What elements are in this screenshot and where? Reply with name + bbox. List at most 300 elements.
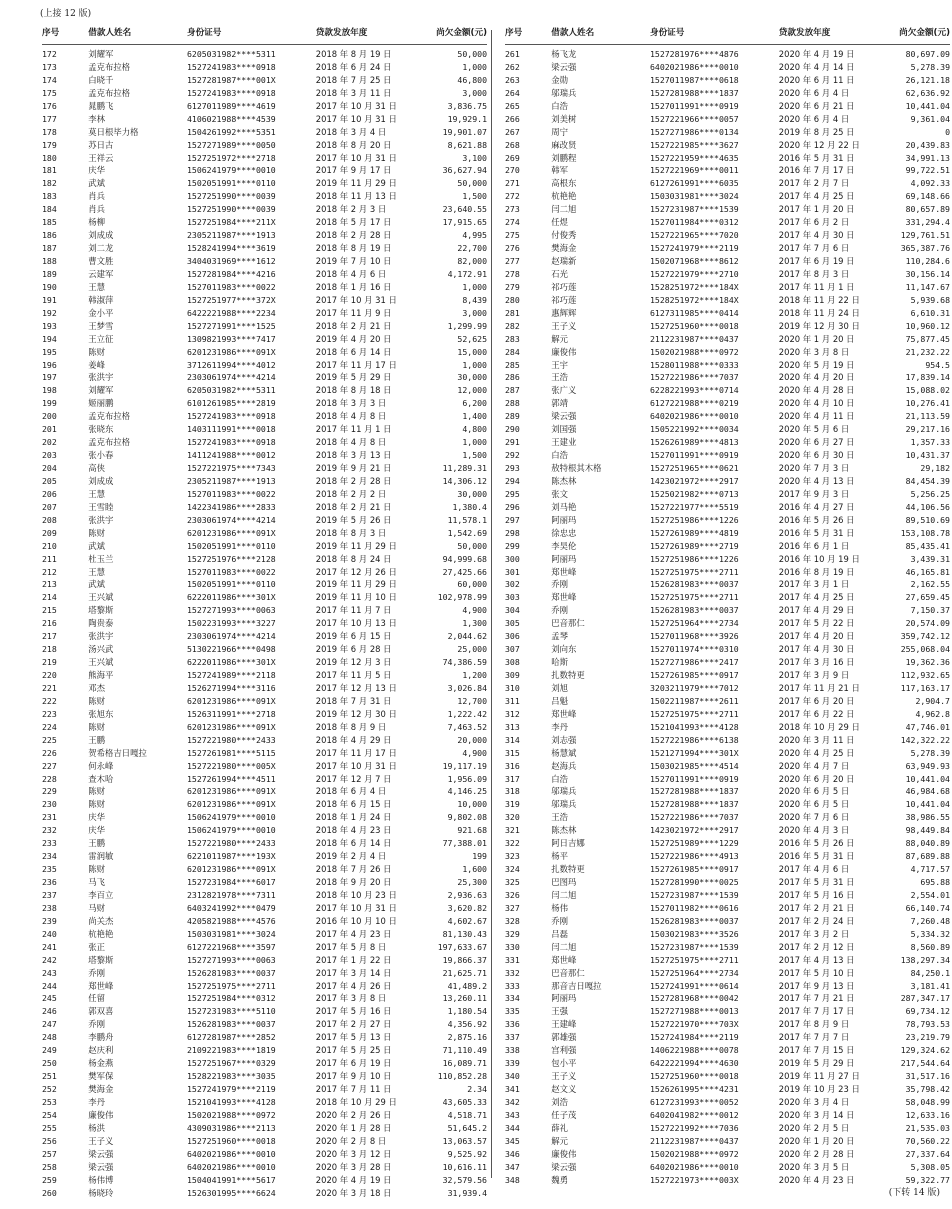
cell-borrower-name: 苏日古 [88, 139, 114, 150]
cell-loan-date: 2019 年 6 月 28 日 [315, 644, 392, 655]
cell-id-number: 1527281976****4876 [649, 49, 739, 59]
cell-amount: 7,150.37 [910, 605, 950, 616]
cell-loan-date: 2019 年 6 月 15 日 [315, 631, 392, 642]
cell-seq: 172 [42, 49, 57, 59]
cell-amount: 695.88 [920, 877, 950, 887]
cell-seq: 194 [42, 333, 57, 344]
cell-amount: 359,742.12 [900, 631, 950, 642]
cell-borrower-name: 陈财 [88, 864, 106, 875]
cell-seq: 291 [505, 437, 520, 448]
cell-seq: 286 [505, 372, 520, 383]
table-row [42, 359, 487, 372]
cell-seq: 277 [505, 256, 520, 266]
cell-borrower-name: 王兴斌 [88, 592, 114, 603]
table-row [505, 578, 950, 591]
cell-seq: 335 [505, 1006, 520, 1017]
cell-borrower-name: 邬瑞兵 [551, 87, 577, 98]
cell-seq: 261 [505, 49, 520, 59]
table-row [505, 604, 950, 617]
cell-loan-date: 2016 年 7 月 17 日 [778, 165, 855, 176]
cell-seq: 197 [42, 372, 57, 383]
cell-id-number: 1527251967****0329 [186, 1058, 276, 1069]
cell-id-number: 4106021988****4539 [186, 113, 276, 124]
cell-seq: 271 [505, 178, 520, 189]
cell-seq: 237 [42, 889, 57, 900]
cell-id-number: 6222011986****301X [186, 657, 276, 668]
cell-borrower-name: 刘鹏程 [551, 152, 577, 163]
table-row [505, 540, 950, 553]
table-row [505, 1005, 950, 1018]
table-row [42, 177, 487, 190]
table-row [505, 164, 950, 177]
cell-id-number: 1503021985****4514 [649, 760, 739, 771]
cell-amount: 21,113.59 [905, 411, 950, 422]
cell-amount: 1,300 [462, 618, 487, 629]
cell-seq: 190 [42, 281, 57, 292]
cell-borrower-name: 杨伟 [551, 902, 569, 913]
cell-amount: 70,560.22 [905, 1135, 950, 1146]
cell-loan-date: 2018 年 7 月 31 日 [315, 695, 392, 706]
cell-seq: 260 [42, 1187, 57, 1198]
table-row [42, 255, 487, 268]
cell-borrower-name: 庆华 [88, 812, 106, 823]
cell-id-number: 1526281983****0037 [649, 579, 739, 590]
cell-borrower-name: 任煜 [551, 217, 569, 228]
cell-id-number: 6222011986****301X [186, 592, 276, 603]
cell-loan-date: 2016 年 10 月 19 日 [778, 553, 860, 564]
cell-id-number: 1527231987****1539 [649, 941, 739, 952]
cell-loan-date: 2019 年 8 月 25 日 [778, 126, 855, 137]
cell-loan-date: 2017 年 12 月 13 日 [315, 682, 397, 693]
cell-seq: 348 [505, 1174, 520, 1185]
cell-loan-date: 2017 年 1 月 22 日 [315, 954, 392, 965]
table-row [505, 889, 950, 902]
table-row [42, 126, 487, 139]
cell-amount: 30,000 [457, 488, 487, 499]
cell-seq: 206 [42, 488, 57, 499]
cell-loan-date: 2017 年 10 月 31 日 [315, 760, 397, 771]
cell-seq: 242 [42, 954, 57, 965]
table-row [42, 643, 487, 656]
cell-id-number: 1526261995****4231 [649, 1084, 739, 1094]
cell-borrower-name: 白浩 [551, 100, 569, 111]
cell-id-number: 1527251975****2711 [186, 980, 276, 991]
cell-loan-date: 2017 年 10 月 31 日 [315, 294, 397, 305]
table-row [505, 682, 950, 695]
cell-borrower-name: 郑世峰 [551, 708, 577, 719]
table-row [505, 177, 950, 190]
table-row [505, 1057, 950, 1070]
table-row [42, 617, 487, 630]
cell-amount: 11,578.1 [447, 514, 487, 525]
cell-borrower-name: 郭雄强 [551, 1032, 577, 1043]
cell-id-number: 1521271994****301X [649, 747, 739, 758]
cell-id-number: 1527011983****0022 [186, 281, 276, 292]
cell-id-number: 1527251975****2711 [649, 954, 739, 965]
cell-borrower-name: 王子义 [551, 1071, 577, 1082]
cell-id-number: 6127011989****4619 [186, 100, 276, 111]
cell-seq: 327 [505, 902, 520, 913]
cell-amount: 29,217.16 [905, 424, 950, 435]
cell-id-number: 1527011991****0919 [649, 100, 739, 111]
cell-id-number: 1527271989****0050 [186, 139, 276, 150]
table-row [505, 113, 950, 126]
cell-id-number: 6127311985****0414 [649, 307, 739, 318]
cell-loan-date: 2020 年 4 月 14 日 [778, 61, 855, 72]
table-row [42, 462, 487, 475]
cell-borrower-name: 梁云强 [551, 61, 577, 72]
cell-seq: 332 [505, 967, 520, 978]
table-row [42, 1005, 487, 1018]
cell-id-number: 6201231986****091X [186, 799, 276, 810]
cell-id-number: 1527251975****2711 [649, 708, 739, 719]
table-row [42, 915, 487, 928]
table-row [42, 397, 487, 410]
cell-borrower-name: 邓杰 [88, 682, 106, 693]
cell-id-number: 1527281987****001X [186, 74, 276, 85]
table-row [505, 449, 950, 462]
cell-seq: 340 [505, 1071, 520, 1082]
cell-borrower-name: 张洪宇 [88, 372, 114, 383]
cell-borrower-name: 张旭东 [88, 708, 114, 719]
cell-amount: 17,915.65 [442, 217, 487, 228]
cell-borrower-name: 张晓东 [88, 424, 114, 435]
cell-seq: 309 [505, 670, 520, 680]
cell-id-number: 1527231983****5110 [186, 1006, 276, 1017]
cell-seq: 311 [505, 695, 520, 706]
cell-seq: 265 [505, 100, 520, 111]
table-row [505, 501, 950, 514]
table-row [505, 462, 950, 475]
cell-borrower-name: 肖兵 [88, 191, 106, 202]
cell-id-number: 1504261992****5351 [186, 126, 276, 137]
cell-id-number: 1527251984****211X [186, 217, 276, 228]
cell-seq: 322 [505, 838, 520, 849]
cell-id-number: 6402021986****0010 [186, 1161, 276, 1172]
cell-id-number: 1527221986****7037 [649, 372, 739, 383]
cell-amount: 331,294.4 [905, 217, 950, 228]
cell-seq: 341 [505, 1084, 520, 1094]
cell-borrower-name: 刘志强 [551, 734, 577, 745]
table-row [505, 74, 950, 87]
cell-borrower-name: 乔刚 [551, 915, 569, 926]
cell-seq: 272 [505, 191, 520, 202]
cell-loan-date: 2017 年 10 月 31 日 [315, 100, 397, 111]
cell-borrower-name: 杜玉兰 [88, 553, 114, 564]
cell-loan-date: 2019 年 4 月 20 日 [315, 333, 392, 344]
cell-loan-date: 2020 年 4 月 10 日 [778, 398, 855, 409]
cell-seq: 270 [505, 165, 520, 176]
table-row [42, 333, 487, 346]
cell-id-number: 6101261985****2819 [186, 398, 276, 409]
cell-borrower-name: 何永峰 [88, 760, 114, 771]
cell-seq: 236 [42, 877, 57, 887]
cell-amount: 3,181.41 [910, 980, 950, 991]
table-row [42, 449, 487, 462]
cell-loan-date: 2018 年 6 月 24 日 [315, 61, 392, 72]
table-row [42, 1122, 487, 1135]
table-row [42, 941, 487, 954]
cell-amount: 27,425.66 [442, 566, 487, 577]
cell-amount: 12,000 [457, 385, 487, 396]
cell-loan-date: 2018 年 6 月 15 日 [315, 799, 392, 810]
cell-seq: 318 [505, 786, 520, 797]
cell-id-number: 1528251972****184X [649, 281, 739, 292]
cell-loan-date: 2020 年 6 月 30 日 [778, 450, 855, 461]
cell-loan-date: 2020 年 5 月 19 日 [778, 359, 855, 370]
cell-amount: 30,000 [457, 372, 487, 383]
cell-seq: 337 [505, 1032, 520, 1043]
cell-amount: 197,633.67 [437, 941, 487, 952]
table-row [505, 488, 950, 501]
cell-loan-date: 2017 年 11 月 9 日 [315, 307, 392, 318]
table-row [42, 992, 487, 1005]
cell-id-number: 1526281983****0037 [649, 915, 739, 926]
cell-borrower-name: 祁巧莲 [551, 281, 577, 292]
cell-borrower-name: 王子义 [88, 1135, 114, 1146]
table-row [42, 423, 487, 436]
cell-amount: 94,999.68 [442, 553, 487, 564]
table-row [505, 139, 950, 152]
cell-seq: 235 [42, 864, 57, 875]
cell-loan-date: 2017 年 10 月 31 日 [315, 902, 397, 913]
cell-amount: 1,500 [462, 191, 487, 202]
table-body-right [505, 45, 950, 1187]
cell-loan-date: 2017 年 7 月 7 日 [778, 1032, 850, 1043]
cell-loan-date: 2017 年 4 月 23 日 [315, 928, 392, 939]
cell-amount: 3,000 [462, 87, 487, 98]
table-row [505, 281, 950, 294]
cell-borrower-name: 那音吉日嘎拉 [551, 980, 602, 991]
cell-id-number: 1527241979****2119 [186, 1084, 276, 1094]
cell-seq: 213 [42, 579, 57, 590]
cell-id-number: 1527281988****1837 [649, 799, 739, 810]
cell-seq: 296 [505, 501, 520, 512]
cell-id-number: 1527271991****1525 [186, 320, 276, 331]
cell-amount: 62,636.92 [905, 87, 950, 98]
table-row [505, 721, 950, 734]
cell-loan-date: 2017 年 4 月 29 日 [778, 605, 855, 616]
cell-amount: 1,357.33 [910, 437, 950, 448]
cell-loan-date: 2017 年 2 月 24 日 [778, 915, 855, 926]
cell-id-number: 1527261981****5115 [186, 747, 276, 758]
cell-seq: 234 [42, 851, 57, 862]
cell-loan-date: 2017 年 4 月 25 日 [778, 592, 855, 603]
cell-id-number: 1527221986****4913 [649, 851, 739, 862]
cell-borrower-name: 高侠 [88, 463, 106, 473]
cell-loan-date: 2018 年 2 月 3 日 [315, 204, 387, 215]
cell-seq: 214 [42, 592, 57, 603]
cell-loan-date: 2017 年 7 月 15 日 [778, 1045, 855, 1056]
table-row [505, 1031, 950, 1044]
cell-borrower-name: 敖特根其木格 [551, 463, 602, 473]
cell-loan-date: 2019 年 11 月 10 日 [315, 592, 397, 603]
cell-amount: 4,717.57 [910, 864, 950, 875]
cell-borrower-name: 武斌 [88, 178, 106, 189]
cell-borrower-name: 塔黎斯 [88, 605, 114, 616]
cell-seq: 230 [42, 799, 57, 810]
cell-borrower-name: 曹文胜 [88, 256, 114, 266]
cell-id-number: 1502051991****0110 [186, 540, 276, 551]
cell-loan-date: 2017 年 9 月 17 日 [315, 165, 392, 176]
cell-borrower-name: 郑世峰 [551, 954, 577, 965]
cell-amount: 23,219.79 [905, 1032, 950, 1043]
cell-amount: 50,000 [457, 178, 487, 189]
cell-id-number: 1527281968****0042 [649, 993, 739, 1004]
table-row [42, 1044, 487, 1057]
table-row [505, 527, 950, 540]
table-row [505, 1044, 950, 1057]
table-row [505, 785, 950, 798]
cell-loan-date: 2020 年 6 月 5 日 [778, 799, 850, 810]
cell-loan-date: 2016 年 5 月 26 日 [778, 838, 855, 849]
cell-amount: 66,140.74 [905, 902, 950, 913]
cell-borrower-name: 李丹 [88, 1096, 106, 1107]
col-header-seq: 序号 [505, 26, 545, 45]
table-row [505, 268, 950, 281]
table-row [42, 954, 487, 967]
cell-loan-date: 2019 年 9 月 21 日 [315, 463, 392, 473]
cell-loan-date: 2020 年 6 月 27 日 [778, 437, 855, 448]
cell-id-number: 6205031982****5311 [186, 49, 276, 59]
cell-id-number: 1403111991****0018 [186, 424, 276, 435]
cell-borrower-name: 乔刚 [551, 579, 569, 590]
cell-loan-date: 2017 年 12 月 7 日 [315, 773, 392, 784]
cell-seq: 176 [42, 100, 57, 111]
cell-borrower-name: 白浩 [551, 450, 569, 461]
cell-loan-date: 2020 年 4 月 25 日 [778, 747, 855, 758]
cell-loan-date: 2020 年 5 月 6 日 [778, 424, 850, 435]
cell-loan-date: 2017 年 5 月 31 日 [778, 877, 855, 887]
table-row [505, 863, 950, 876]
cell-amount: 77,388.01 [442, 838, 487, 849]
cell-loan-date: 2020 年 4 月 13 日 [778, 475, 855, 486]
cell-borrower-name: 张广义 [551, 385, 577, 396]
cell-amount: 41,489.2 [447, 980, 487, 991]
cell-id-number: 1423021972****2917 [649, 475, 739, 486]
cell-seq: 303 [505, 592, 520, 603]
cell-seq: 264 [505, 87, 520, 98]
cell-seq: 253 [42, 1096, 57, 1107]
table-row [42, 501, 487, 514]
cell-loan-date: 2017 年 2 月 21 日 [778, 902, 855, 913]
table-row [42, 980, 487, 993]
table-row [505, 87, 950, 100]
cell-loan-date: 2017 年 3 月 9 日 [778, 670, 850, 680]
cell-borrower-name: 云建军 [88, 268, 114, 279]
table-row [505, 333, 950, 346]
cell-loan-date: 2020 年 4 月 28 日 [778, 385, 855, 396]
cell-borrower-name: 莫日根毕力格 [88, 126, 139, 137]
cell-id-number: 1502051991****0110 [186, 178, 276, 189]
cell-id-number: 1527251990****0039 [186, 204, 276, 215]
cell-id-number: 1526301995****6624 [186, 1187, 276, 1198]
cell-loan-date: 2018 年 3 月 11 日 [315, 87, 392, 98]
table-row [505, 669, 950, 682]
table-row [505, 229, 950, 242]
cell-borrower-name: 姜峰 [88, 359, 106, 370]
cell-loan-date: 2018 年 7 月 26 日 [315, 864, 392, 875]
cell-id-number: 1527011987****0618 [649, 74, 739, 85]
cell-borrower-name: 刘国强 [551, 424, 577, 435]
table-row [42, 203, 487, 216]
cell-id-number: 1527221970****703X [649, 1019, 739, 1030]
cell-seq: 210 [42, 540, 57, 551]
cell-loan-date: 2020 年 3 月 5 日 [778, 1161, 850, 1172]
cell-seq: 289 [505, 411, 520, 422]
col-header-seq: 序号 [42, 26, 82, 45]
cell-id-number: 1527251960****0018 [649, 320, 739, 331]
cell-loan-date: 2018 年 11 月 22 日 [778, 294, 860, 305]
table-row [505, 992, 950, 1005]
cell-loan-date: 2020 年 6 月 11 日 [778, 74, 855, 85]
cell-seq: 220 [42, 670, 57, 680]
cell-borrower-name: 孟琴 [551, 631, 569, 642]
cell-seq: 248 [42, 1032, 57, 1043]
table-row [42, 1174, 487, 1187]
cell-seq: 295 [505, 488, 520, 499]
table-row [42, 229, 487, 242]
cell-amount: 2.34 [467, 1084, 487, 1094]
cell-amount: 217,544.64 [900, 1058, 950, 1069]
cell-borrower-name: 石光 [551, 268, 569, 279]
cell-amount: 20,574.09 [905, 618, 950, 629]
table-row [42, 785, 487, 798]
cell-loan-date: 2020 年 2 月 28 日 [778, 1148, 855, 1159]
cell-loan-date: 2020 年 6 月 21 日 [778, 100, 855, 111]
cell-seq: 263 [505, 74, 520, 85]
cell-loan-date: 2020 年 6 月 4 日 [778, 87, 850, 98]
cell-loan-date: 2017 年 9 月 13 日 [778, 980, 855, 991]
table-row [505, 423, 950, 436]
cell-id-number: 1502071968****8612 [649, 256, 739, 266]
cell-id-number: 1527251977****372X [186, 294, 276, 305]
cell-loan-date: 2016 年 10 月 10 日 [315, 915, 397, 926]
table-row [505, 643, 950, 656]
cell-amount: 2,875.16 [447, 1032, 487, 1043]
cell-borrower-name: 查木哈 [88, 773, 114, 784]
cell-loan-date: 2018 年 1 月 24 日 [315, 812, 392, 823]
cell-id-number: 1527241991****0614 [649, 980, 739, 991]
cell-loan-date: 2017 年 6 月 19 日 [778, 256, 855, 266]
cell-borrower-name: 徐忠忠 [551, 527, 577, 538]
cell-loan-date: 2018 年 8 月 19 日 [315, 243, 392, 254]
cell-loan-date: 2020 年 4 月 23 日 [778, 1174, 855, 1185]
cell-loan-date: 2017 年 2 月 12 日 [778, 941, 855, 952]
cell-amount: 9,525.92 [447, 1148, 487, 1159]
cell-seq: 240 [42, 928, 57, 939]
cell-seq: 285 [505, 359, 520, 370]
cell-seq: 305 [505, 618, 520, 629]
cell-amount: 89,510.69 [905, 514, 950, 525]
cell-id-number: 6402021986****0010 [649, 1161, 739, 1172]
cell-id-number: 1527281988****1837 [649, 786, 739, 797]
cell-loan-date: 2017 年 4 月 13 日 [778, 954, 855, 965]
cell-loan-date: 2020 年 1 月 28 日 [315, 1122, 392, 1133]
cell-loan-date: 2017 年 3 月 1 日 [778, 579, 850, 590]
cell-loan-date: 2020 年 3 月 18 日 [315, 1187, 392, 1198]
cell-amount: 2,162.55 [910, 579, 950, 590]
cell-amount: 63,949.93 [905, 760, 950, 771]
cell-borrower-name: 薛礼 [551, 1122, 569, 1133]
cell-seq: 323 [505, 851, 520, 862]
table-row [505, 346, 950, 359]
cell-borrower-name: 任子茂 [551, 1109, 577, 1120]
cell-amount: 9,361.04 [910, 113, 950, 124]
cell-id-number: 2305211987****1913 [186, 475, 276, 486]
cell-id-number: 1527241983****0918 [186, 87, 276, 98]
cell-amount: 1,380.4 [452, 501, 487, 512]
